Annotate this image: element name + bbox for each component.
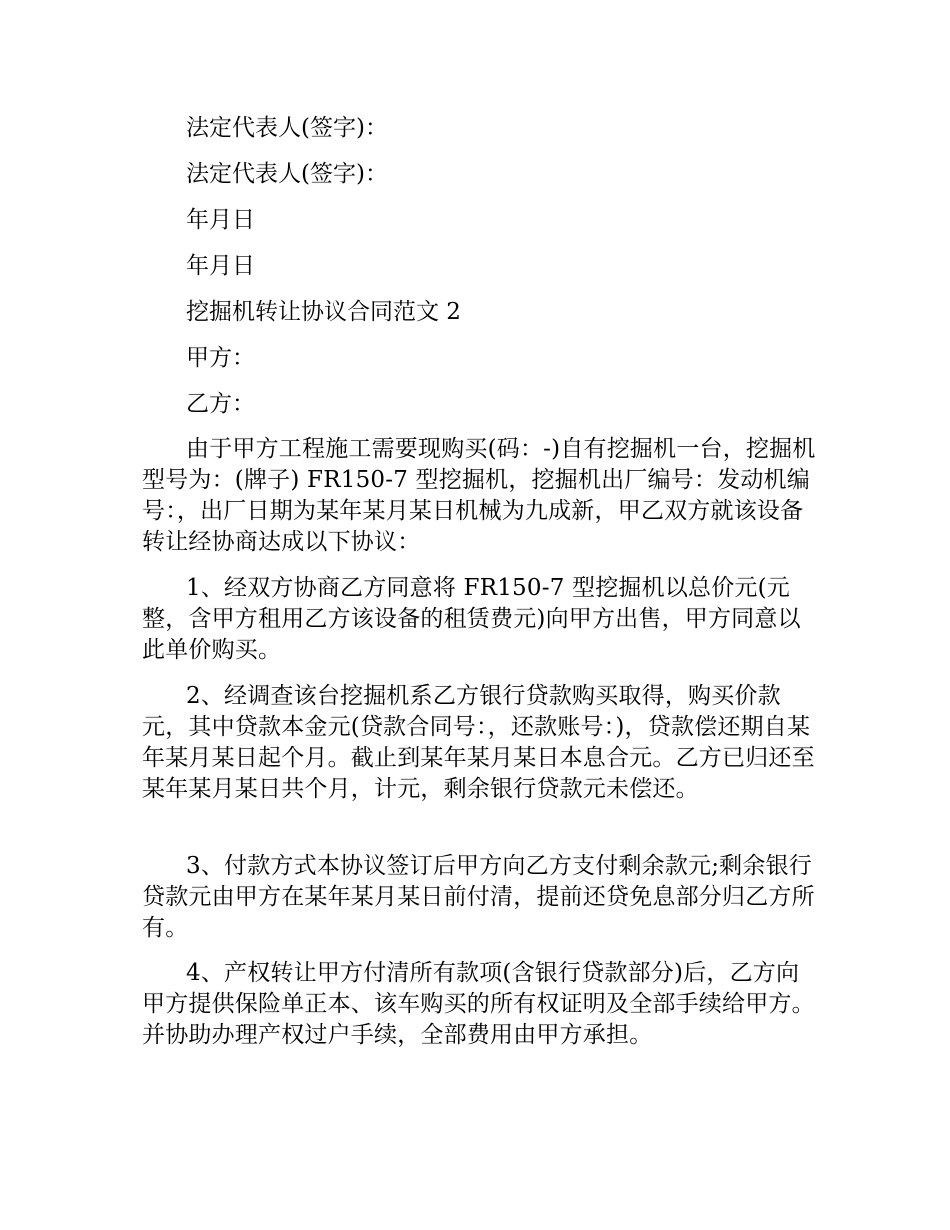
date-line-2: 年月日 — [186, 253, 255, 279]
clause-3-paragraph: 3、付款方式本协议签订后甲方向乙方支付剩余款元;剩余银行贷款元由甲方在某年某月某日前付清，提前还贷免息部分归乙方所有。 — [142, 853, 815, 941]
legal-rep-signature-line-1: 法定代表人(签字)： — [186, 115, 388, 141]
document-title: 挖掘机转让协议合同范文 2 — [186, 299, 461, 325]
party-a-line: 甲方： — [186, 345, 255, 371]
party-b-line: 乙方： — [186, 391, 255, 417]
legal-rep-signature-line-2: 法定代表人(签字)： — [186, 161, 388, 187]
clause-2-paragraph: 2、经调查该台挖掘机系乙方银行贷款购买取得，购买价款元，其中贷款本金元(贷款合同号：，还款账号：)，贷款偿还期自某年某月某日起个月。截止到某年某月某日本息合元。乙方已归还至某年某月某日共个月，计元，剩余银行贷款元未偿还。 — [142, 683, 815, 802]
clause-4-paragraph: 4、产权转让甲方付清所有款项(含银行贷款部分)后，乙方向甲方提供保险单正本、该车购买的所有权证明及全部手续给甲方。并协助办理产权过户手续，全部费用由甲方承担。 — [142, 960, 815, 1048]
intro-paragraph: 由于甲方工程施工需要现购买(码：-)自有挖掘机一台，挖掘机型号为：(牌子) FR150-7 型挖掘机，挖掘机出厂编号：发动机编号：，出厂日期为某年某月某日机械为九成新，甲乙双方就该设备转让经协商达成以下协议： — [142, 436, 816, 555]
date-line-1: 年月日 — [186, 207, 255, 233]
clause-1-paragraph: 1、经双方协商乙方同意将 FR150-7 型挖掘机以总价元(元整，含甲方租用乙方该设备的租赁费元)向甲方出售，甲方同意以此单价购买。 — [142, 575, 801, 663]
